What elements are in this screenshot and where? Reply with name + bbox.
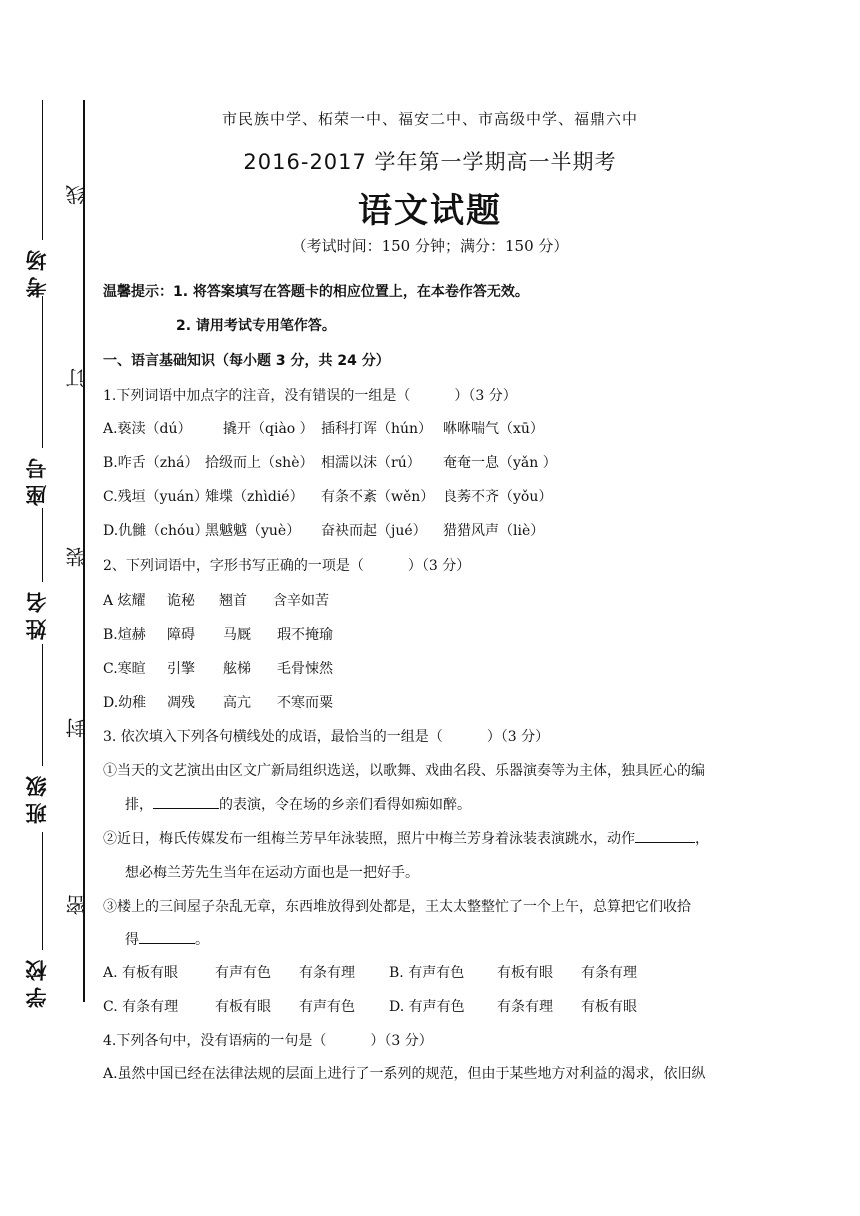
question-4-stem — [103, 1030, 433, 1050]
q2-a-3: 翘首 — [219, 593, 247, 609]
q2-d-4: 不寒而粟 — [277, 695, 333, 711]
q3-a-2: 有声有色 — [215, 965, 271, 981]
q3-b-3: 有条有理 — [581, 965, 637, 981]
q3-options-ab — [103, 962, 637, 982]
field-class-line — [42, 644, 43, 766]
q2-b-2: 障碍 — [167, 627, 195, 643]
notice-item-1: 1. 将答案填写在答题卡的相应位置上，在本卷作答无效。 — [173, 284, 529, 300]
question-3-text: 3. 依次填入下列各句横线处的成语，最恰当的一组是（ — [103, 729, 443, 745]
question-2-stem — [103, 555, 470, 575]
q2-c-2: 引擎 — [167, 661, 195, 677]
q3-d-1: D. 有声有色 — [389, 999, 465, 1015]
answer-blank — [139, 931, 195, 944]
q3-b-2: 有板有眼 — [497, 965, 553, 981]
notice-item-2: 2. 请用考试专用笔作答。 — [176, 318, 336, 334]
q3-sentence-2-line-1 — [103, 828, 709, 848]
field-school-line — [42, 832, 43, 950]
q3-d-2: 有条有理 — [497, 999, 553, 1015]
question-1-option-b — [103, 452, 557, 472]
question-3-score: ）（3 分） — [486, 729, 550, 745]
q3-c-2: 有板有眼 — [215, 999, 271, 1015]
question-2-option-b — [103, 624, 333, 644]
seal-char-secret: 密 — [65, 895, 89, 915]
question-1-score: ）（3 分） — [454, 388, 517, 404]
q1-d-3: 奋袂而起（jué） — [321, 523, 427, 539]
q1-c-3: 有条不紊（wěn） — [321, 489, 435, 505]
seal-char-bind: 订 — [65, 368, 89, 388]
question-1-option-d — [103, 520, 544, 540]
q1-b-4: 奄奄一息（yǎn ） — [443, 455, 557, 471]
q1-a-2: 撬开（qiào ） — [223, 421, 314, 437]
field-exam-room-label: 考场 — [25, 244, 49, 298]
q3-s1-pre: 排， — [125, 797, 153, 813]
question-1-option-a — [103, 418, 544, 438]
header-year-line: 2016-2017 学年第一学期高一半期考 — [243, 150, 617, 174]
q1-d-2: 黑魆魆（yuè） — [205, 523, 301, 539]
q1-b-1: B.咋舌（zhá） — [103, 455, 199, 471]
q3-s1-post: 的表演，令在场的乡亲们看得如痴如醉。 — [219, 797, 471, 813]
notice-label: 温馨提示： — [103, 284, 173, 300]
q2-a-2: 诡秘 — [167, 593, 195, 609]
q3-a-3: 有条有理 — [299, 965, 355, 981]
question-3-stem — [103, 726, 549, 746]
q2-d-2: 凋残 — [167, 695, 195, 711]
q3-sentence-3-line-2 — [125, 929, 209, 949]
q1-c-2: 雉堞（zhìdié） — [205, 489, 304, 505]
section-1-title: 一、语言基础知识（每小题 3 分，共 24 分） — [103, 353, 390, 369]
header-schools: 市民族中学、柘荣一中、福安二中、市高级中学、福鼎六中 — [221, 110, 638, 128]
question-2-score: ）（3 分） — [407, 558, 471, 574]
exam-info: （考试时间：150 分钟；满分：150 分） — [291, 237, 569, 255]
q3-sentence-3-line-1: ③楼上的三间屋子杂乱无章，东西堆放得到处都是，王太太整整忙了一个上午，总算把它们收拾 — [103, 899, 691, 915]
question-4-score: ）（3 分） — [370, 1033, 433, 1049]
q3-s3-pre: 得 — [125, 932, 139, 948]
field-name-label: 姓名 — [25, 586, 49, 640]
field-seat-line — [42, 296, 43, 448]
field-name-line — [42, 508, 43, 582]
q3-options-cd — [103, 996, 637, 1016]
q2-d-1: D.幼稚 — [103, 695, 147, 711]
q1-d-1: D.仇雠（chóu） — [103, 523, 209, 539]
q3-s2-post: ， — [695, 831, 709, 847]
question-2-text: 2、下列词语中，字形书写正确的一项是（ — [103, 558, 364, 574]
q3-sentence-1-line-1: ①当天的文艺演出由区文广新局组织选送，以歌舞、戏曲名段、乐器演奏等为主体，独具匠心的编 — [103, 763, 705, 779]
q1-b-3: 相濡以沫（rú） — [321, 455, 421, 471]
answer-blank — [635, 830, 695, 843]
q3-c-3: 有声有色 — [299, 999, 355, 1015]
answer-blank — [153, 796, 219, 809]
q2-d-3: 高亢 — [223, 695, 251, 711]
q1-a-4: 咻咻喘气（xū） — [443, 421, 544, 437]
page-title: 语文试题 — [358, 191, 502, 231]
seal-char-seal: 封 — [65, 718, 89, 738]
seal-char-pack: 装 — [65, 547, 89, 567]
q1-a-1: A.亵渎（dú） — [103, 421, 192, 437]
q2-c-1: C.寒暄 — [103, 661, 146, 677]
q2-a-1: A 炫耀 — [103, 593, 146, 609]
question-1-option-c — [103, 486, 552, 506]
q3-s2-pre: ②近日，梅氏传媒发布一组梅兰芳早年泳装照，照片中梅兰芳身着泳装表演跳水，动作 — [103, 831, 635, 847]
q2-a-4: 含辛如苦 — [273, 593, 329, 609]
field-school-label: 学校 — [25, 954, 49, 1008]
question-1-stem — [103, 385, 517, 405]
q2-c-3: 舷梯 — [223, 661, 251, 677]
q3-a-1: A. 有板有眼 — [103, 965, 179, 981]
q1-c-4: 良莠不齐（yǒu） — [443, 489, 553, 505]
field-seat-label: 座号 — [25, 452, 49, 506]
question-2-option-a — [103, 590, 329, 610]
q1-b-2: 拾级而上（shè） — [205, 455, 314, 471]
question-2-option-d — [103, 692, 333, 712]
q2-b-3: 马厩 — [223, 627, 251, 643]
q1-a-3: 插科打诨（hún） — [321, 421, 433, 437]
q2-b-4: 瑕不掩瑜 — [277, 627, 333, 643]
q3-b-1: B. 有声有色 — [389, 965, 465, 981]
q3-sentence-2-line-2: 想必梅兰芳先生当年在运动方面也是一把好手。 — [125, 865, 419, 881]
q2-c-4: 毛骨悚然 — [277, 661, 333, 677]
q3-c-1: C. 有条有理 — [103, 999, 179, 1015]
question-4-text: 4.下列各句中，没有语病的一句是（ — [103, 1033, 327, 1049]
question-2-option-c — [103, 658, 333, 678]
seal-char-line: 线 — [65, 185, 89, 205]
question-1-text: 1.下列词语中加点字的注音，没有错误的一组是（ — [103, 388, 411, 404]
q3-sentence-1-line-2 — [125, 794, 471, 814]
question-4-option-a: A.虽然中国已经在法律法规的层面上进行了一系列的规范，但由于某些地方对利益的渴求，依旧纵 — [103, 1066, 706, 1082]
q1-d-4: 猎猎风声（liè） — [443, 523, 545, 539]
field-class-label: 班级 — [25, 770, 49, 824]
q2-b-1: B.煊赫 — [103, 627, 146, 643]
q3-s3-post: 。 — [195, 932, 209, 948]
q3-d-3: 有板有眼 — [581, 999, 637, 1015]
q1-c-1: C.残垣（yuán） — [103, 489, 208, 505]
notice-line-1 — [103, 281, 529, 301]
